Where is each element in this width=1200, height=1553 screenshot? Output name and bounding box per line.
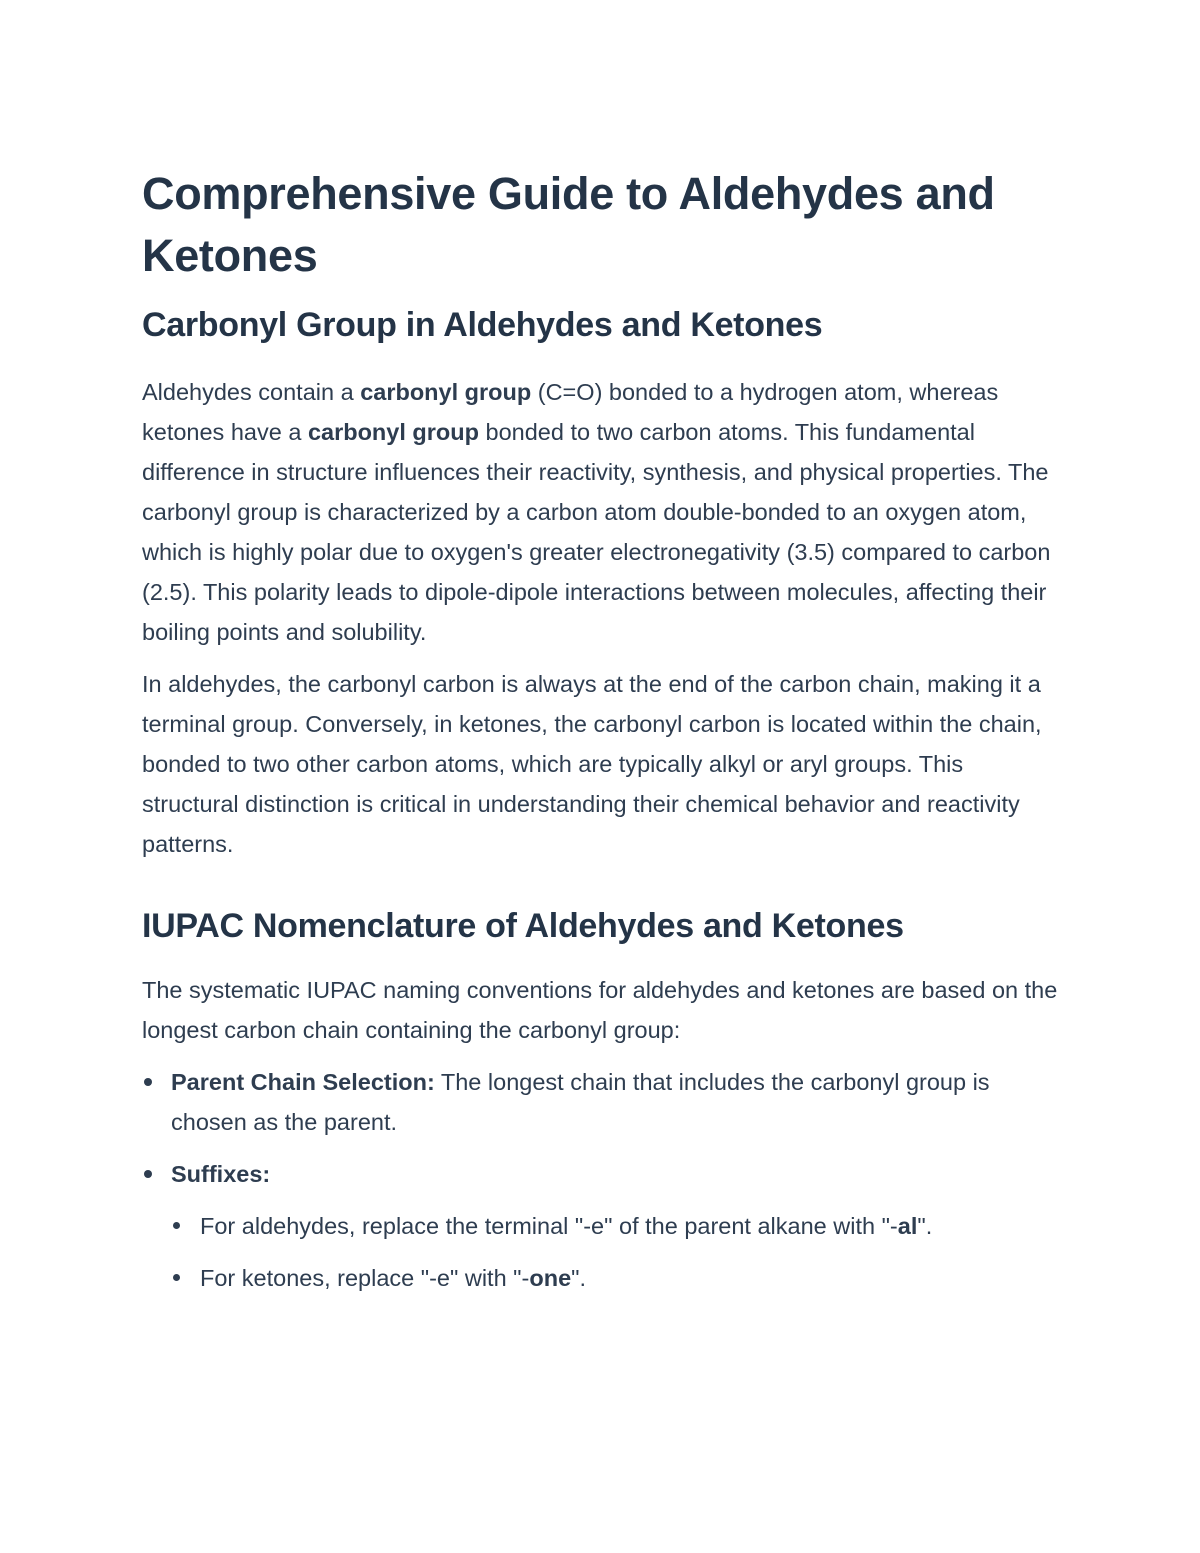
page-title: Comprehensive Guide to Aldehydes and Ketones — [142, 168, 995, 281]
bullet-icon — [144, 1078, 152, 1086]
document-page — [142, 163, 1062, 1310]
section-heading-iupac: IUPAC Nomenclature of Aldehydes and Ketones — [142, 907, 904, 945]
paragraph-iupac-intro: The systematic IUPAC naming conventions for aldehydes and ketones are based on the longest carbon chain containing the carbonyl group: — [142, 977, 1058, 1043]
iupac-rules-list — [142, 1062, 1062, 1298]
section-heading-carbonyl: Carbonyl Group in Aldehydes and Ketones — [142, 306, 823, 344]
bold-term: carbonyl group — [307, 419, 479, 445]
suffix-sub-list — [171, 1206, 1062, 1298]
bold-suffix: one — [529, 1265, 572, 1291]
bullet-icon — [173, 1274, 180, 1281]
text-run: bonded to two carbon atoms. This fundamental difference in structure influences their reactivity, synthesis, and physical properties. The carbonyl group is characterized by a carbon atom double-bonded to an oxygen atom, which is highly polar due to oxygen's greater electronegativity (3.5) compared to carbon (2.5). This polarity leads to dipole-dipole interactions between molecules, affecting their boiling points and solubility. — [142, 419, 1051, 645]
bold-term: carbonyl group — [360, 379, 532, 405]
bold-suffix: al — [897, 1213, 918, 1239]
list-item-text: The longest chain that includes the carbonyl group is chosen as the parent. — [171, 1069, 990, 1135]
list-item-suffixes — [142, 1154, 1062, 1298]
sub-item-ketone-suffix — [171, 1258, 1062, 1298]
list-item-label: Suffixes: — [171, 1161, 271, 1187]
text-run: Aldehydes contain a — [142, 379, 361, 405]
list-item-label: Parent Chain Selection: — [171, 1069, 435, 1095]
text-run: ". — [917, 1213, 933, 1239]
text-run: For aldehydes, replace the terminal "-e" of the parent alkane with "- — [200, 1213, 898, 1239]
text-run: For ketones, replace "-e" with "- — [200, 1265, 530, 1291]
sub-item-aldehyde-suffix — [171, 1206, 1062, 1246]
paragraph-carbonyl-position: In aldehydes, the carbonyl carbon is always at the end of the carbon chain, making it a terminal group. Conversely, in ketones, the carbonyl carbon is located within the chain, bonded to two other carbon atoms, which are typically alkyl or aryl groups. This structural distinction is critical in understanding their chemical behavior and reactivity patterns. — [142, 671, 1042, 857]
bullet-icon — [173, 1222, 180, 1229]
text-run: (C=O) bonded to a hydrogen atom, whereas ketones have a — [142, 379, 999, 445]
text-run: ". — [571, 1265, 587, 1291]
list-item-parent-chain — [142, 1062, 1062, 1142]
bullet-icon — [144, 1170, 152, 1178]
paragraph-carbonyl-definition — [142, 372, 1062, 652]
